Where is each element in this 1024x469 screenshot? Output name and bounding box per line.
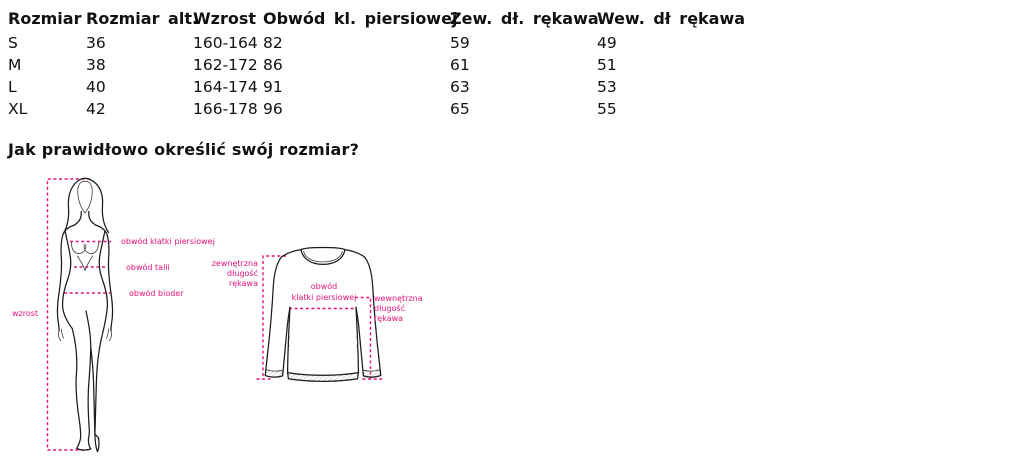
table-cell: 63 — [450, 78, 470, 96]
column-header-obwod: Obwód kl. piersiowej — [263, 9, 458, 28]
label-line: długość — [374, 304, 405, 313]
size-table — [8, 6, 770, 120]
height-measure-line — [48, 179, 91, 450]
label-line: długość — [227, 269, 258, 278]
table-cell: 162-172 — [193, 56, 258, 74]
body-waist-label: obwód talii — [126, 263, 170, 272]
label-line: zewnętrzna — [211, 259, 258, 268]
table-cell: 82 — [263, 34, 283, 52]
table-cell: 42 — [86, 100, 106, 118]
table-cell: 40 — [86, 78, 106, 96]
table-cell: 59 — [450, 34, 470, 52]
body-hips-label: obwód bioder — [129, 289, 184, 298]
table-cell: 36 — [86, 34, 106, 52]
table-row — [8, 98, 770, 120]
body-figure — [35, 162, 215, 462]
table-cell: 53 — [597, 78, 617, 96]
label-line: wewnętrzna — [374, 294, 423, 303]
table-cell: 160-164 — [193, 34, 258, 52]
table-cell: 51 — [597, 56, 617, 74]
label-line: rękawa — [374, 314, 404, 323]
body-outline — [57, 178, 112, 451]
outer-sleeve-length-label — [198, 259, 258, 289]
table-cell: 86 — [263, 56, 283, 74]
table-cell: M — [8, 56, 22, 74]
column-header-rozmiar-alt: Rozmiar alt. — [86, 9, 199, 28]
column-header-zew-rekaw: Zew. dł. rękawa — [450, 9, 599, 28]
table-cell: 65 — [450, 100, 470, 118]
table-cell: 164-174 — [193, 78, 258, 96]
label-line: klatki piersiowej — [291, 293, 357, 302]
table-row — [8, 32, 770, 54]
table-cell: L — [8, 78, 17, 96]
table-cell: 49 — [597, 34, 617, 52]
table-row — [8, 76, 770, 98]
label-line: obwód — [310, 282, 338, 291]
table-row — [8, 54, 770, 76]
table-cell: 166-178 — [193, 100, 258, 118]
column-header-wew-rekaw: Wew. dł rękawa — [597, 9, 746, 28]
table-header-row — [8, 6, 770, 32]
table-cell: 96 — [263, 100, 283, 118]
body-chest-label: obwód klatki piersiowej — [121, 237, 215, 246]
column-header-rozmiar: Rozmiar — [8, 9, 82, 28]
column-header-wzrost: Wzrost — [193, 9, 257, 28]
table-cell: 91 — [263, 78, 283, 96]
table-cell: 38 — [86, 56, 106, 74]
inner-sleeve-length-label — [374, 294, 426, 324]
body-height-label: wzrost — [12, 309, 39, 318]
table-cell: 55 — [597, 100, 617, 118]
shirt-chest-label — [289, 281, 359, 303]
table-cell: S — [8, 34, 18, 52]
table-cell: 61 — [450, 56, 470, 74]
section-heading: Jak prawidłowo określić swój rozmiar? — [8, 140, 360, 159]
shirt-outline — [265, 248, 380, 382]
label-line: rękawa — [228, 279, 258, 288]
table-cell: XL — [8, 100, 28, 118]
